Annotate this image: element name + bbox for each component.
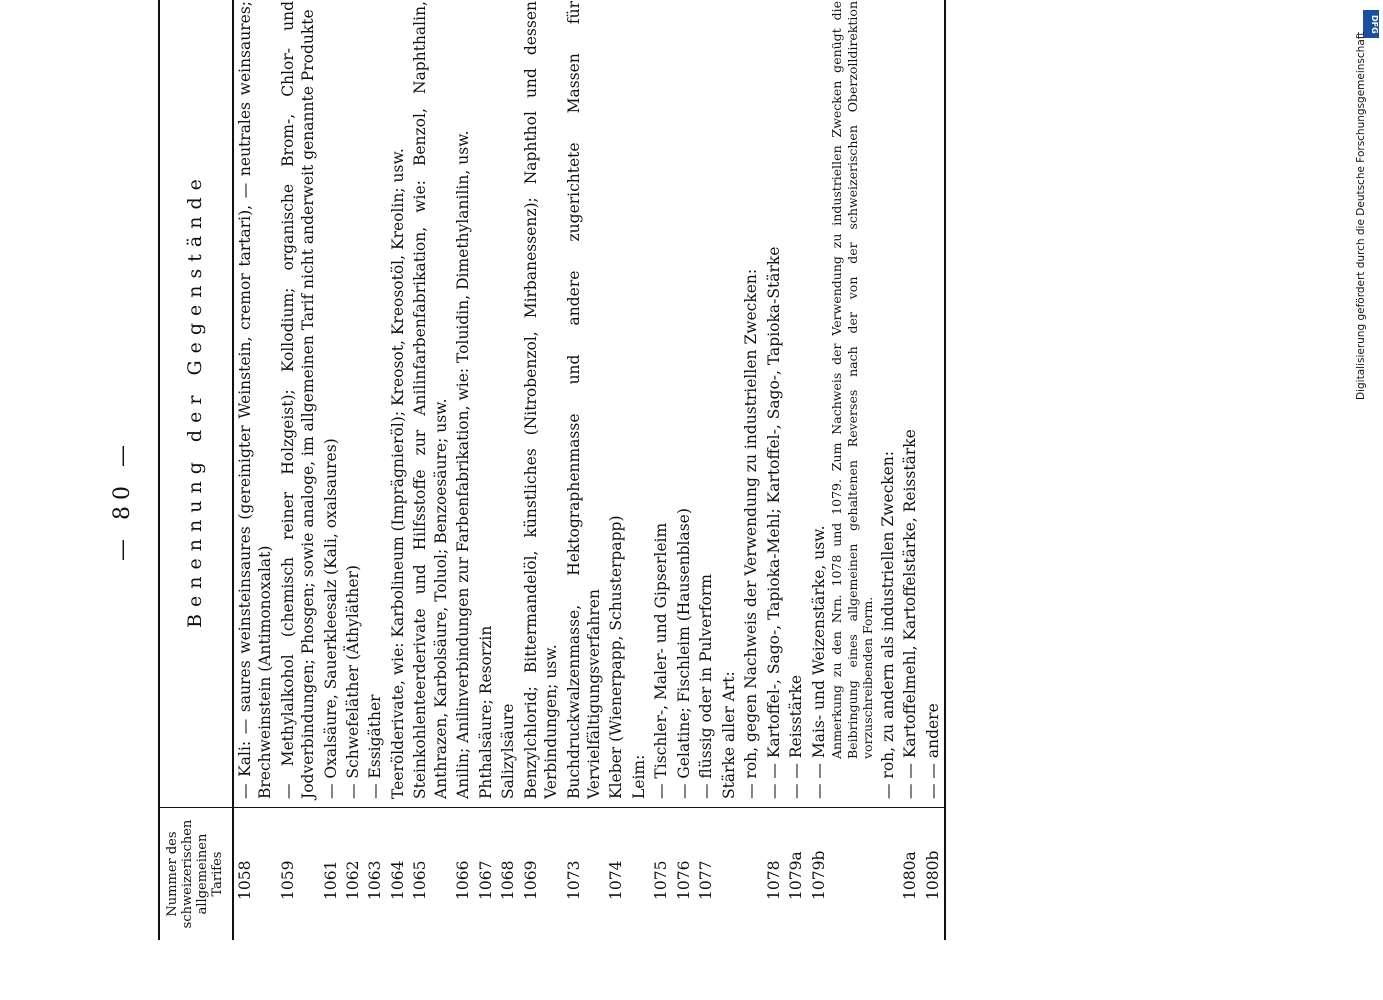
table-row (695, 0, 717, 940)
annotation-note: Anmerkung zu den Nrn. 1078 und 1079. Zum Nachweis der Verwendung zu industriellen Zwecken genügt die Beibringung eines allgemeinen gehaltenen Reverses nach der von der schweizerischen Oberzolldirektion vorzuschreibenden Form. (828, 1, 876, 759)
item-description-text: — — Mais- und Weizenstärke, usw. (809, 525, 828, 799)
table-row (409, 0, 452, 940)
item-description (695, 0, 717, 808)
tariff-number: 1069 (520, 808, 563, 941)
item-description (740, 0, 762, 808)
item-description (922, 0, 945, 808)
table-row (718, 0, 740, 940)
tariff-number (628, 808, 650, 941)
table-row (342, 0, 364, 940)
item-description (320, 0, 342, 808)
item-description (277, 0, 320, 808)
table-row (673, 0, 695, 940)
item-description-text: Benzylchlorid; Bittermandelöl, künstliches (Nitrobenzol, Mirbanessenz); Naphthol und dessen Verbindungen; usw. (521, 1, 561, 799)
item-description-text: — Methylalkohol (chemisch reiner Holzgeist); Kollodium; organische Brom-, Chlor- und Jodverbindungen; Phosgen; sowie analoge, im allgemeinen Tarif nicht anderweit genannte Produkte (278, 1, 318, 799)
tariff-number: 1073 (563, 808, 606, 941)
item-description-text: — — Reisstärke (787, 674, 806, 799)
table-row (808, 0, 877, 940)
item-description-text: — roh, zu andern als industriellen Zwecken: (878, 450, 897, 799)
item-description-text: Salizylsäure (499, 703, 518, 799)
tariff-number: 1075 (650, 808, 672, 941)
watermark (1355, 0, 1383, 1000)
tariff-number: 1078 (763, 808, 785, 941)
item-description (785, 0, 807, 808)
item-description (899, 0, 921, 808)
item-description-text: Buchdruckwalzenmasse, Hektographenmasse und andere zugerichtete Massen für Vervielfältigungsverfahren (564, 1, 603, 799)
item-description-text: Leim: (629, 754, 648, 799)
item-description-text: — Schwefeläther (Äthyläther) (344, 565, 363, 799)
item-description (563, 0, 606, 808)
tariff-number: 1079b (808, 808, 877, 941)
watermark-text: Digitalisierung gefördert durch die Deutsche Forschungsgemeinschaft (1355, 31, 1367, 400)
item-description (475, 0, 497, 808)
tariff-number (740, 808, 762, 941)
table-row (899, 0, 921, 940)
tariff-number: 1068 (497, 808, 519, 941)
item-description-text: — — Kartoffel-, Sago-, Tapioka-Mehl; Kartoffel-, Sago-, Tapioka-Stärke (764, 246, 783, 799)
table-body (233, 0, 945, 940)
table-row (922, 0, 945, 940)
item-description (452, 0, 474, 808)
item-description-text: — — Kartoffelmehl, Kartoffelstärke, Reisstärke (901, 429, 920, 799)
item-description-text: Teerölderivate, wie: Karbolineum (Imprägnieröl); Kreosot, Kreosotöl, Kreolin; usw. (388, 148, 407, 799)
tariff-number: 1063 (364, 808, 386, 941)
table-row (320, 0, 342, 940)
table-row (387, 0, 409, 940)
table-row (650, 0, 672, 940)
tariff-number: 1064 (387, 808, 409, 941)
table-row (740, 0, 762, 940)
tariff-number: 1080b (922, 808, 945, 941)
table-row (877, 0, 899, 940)
table-row (628, 0, 650, 940)
item-description (342, 0, 364, 808)
rotated-page (110, 1, 1260, 940)
table-row (563, 0, 606, 940)
item-description (763, 0, 785, 808)
tariff-number: 1062 (342, 808, 364, 941)
item-description-text: Anilin; Anilinverbindungen zur Farbenfabrikation, wie: Toluidin, Dimethylanilin, usw. (454, 130, 473, 799)
tariff-number: 1077 (695, 808, 717, 941)
table-row (785, 0, 807, 940)
tariff-number: 1080a (899, 808, 921, 941)
item-description (718, 0, 740, 808)
item-description-text: — Essigäther (366, 694, 385, 799)
item-description (520, 0, 563, 808)
tariff-number: 1066 (452, 808, 474, 941)
header-description: Benennung der Gegenstände (159, 0, 233, 808)
tariff-table (158, 0, 946, 940)
item-description (387, 0, 409, 808)
table-row (277, 0, 320, 940)
item-description-text: — roh, gegen Nachweis der Verwendung zu industriellen Zwecken: (742, 268, 761, 799)
table-header-row (159, 0, 233, 940)
tariff-number: 1058 (233, 808, 277, 941)
table-row (763, 0, 785, 940)
item-description-text: — Oxalsäure, Sauerkleesalz (Kali, oxalsaures) (321, 438, 340, 799)
item-description (673, 0, 695, 808)
item-description (628, 0, 650, 808)
item-description-text: — Kali: — saures weinsteinsaures (gereinigter Weinstein, cremor tartari), — neutrales weinsaures; Brechweinstein (Antimonoxalat) (235, 1, 275, 799)
item-description (650, 0, 672, 808)
table-row (520, 0, 563, 940)
tariff-number: 1065 (409, 808, 452, 941)
item-description (877, 0, 899, 808)
item-description (364, 0, 386, 808)
item-description (233, 0, 277, 808)
item-description-text: Kleber (Wienerpapp, Schusterpapp) (607, 515, 626, 799)
tariff-number (877, 808, 899, 941)
table-row (364, 0, 386, 940)
dfg-logo: DFG (1363, 10, 1379, 38)
table-row (497, 0, 519, 940)
tariff-number: 1076 (673, 808, 695, 941)
item-description-text: Phthalsäure; Resorzin (476, 625, 495, 799)
tariff-number: 1059 (277, 808, 320, 941)
table-row (475, 0, 497, 940)
table-row (605, 0, 627, 940)
table-row (233, 0, 277, 940)
item-description (409, 0, 452, 808)
item-description-text: — — andere (923, 703, 942, 799)
item-description (497, 0, 519, 808)
item-description-text: Steinkohlenteerderivate und Hilfsstoffe zur Anilinfarbenfabrikation, wie: Benzol, Naphthalin, Anthrazen, Karbolsäure, Toluol; Benzoesäure; usw. (411, 1, 450, 799)
tariff-number: 1074 (605, 808, 627, 941)
tariff-number (718, 808, 740, 941)
item-description-text: — flüssig oder in Pulverform (697, 574, 716, 799)
tariff-number: 1061 (320, 808, 342, 941)
item-description-text: — Tischler-, Maler- und Gipserleim (652, 522, 671, 799)
item-description-text: — Gelatine; Fischleim (Hausenblase) (674, 508, 693, 799)
tariff-number: 1079a (785, 808, 807, 941)
header-number: Nummer des schweizerischen allgemeinen Tarifes (159, 808, 233, 941)
tariff-number: 1067 (475, 808, 497, 941)
item-description (605, 0, 627, 808)
item-description-text: Stärke aller Art: (719, 671, 738, 799)
table-row (452, 0, 474, 940)
item-description (808, 0, 877, 808)
page-number: — 80 — (110, 439, 135, 561)
